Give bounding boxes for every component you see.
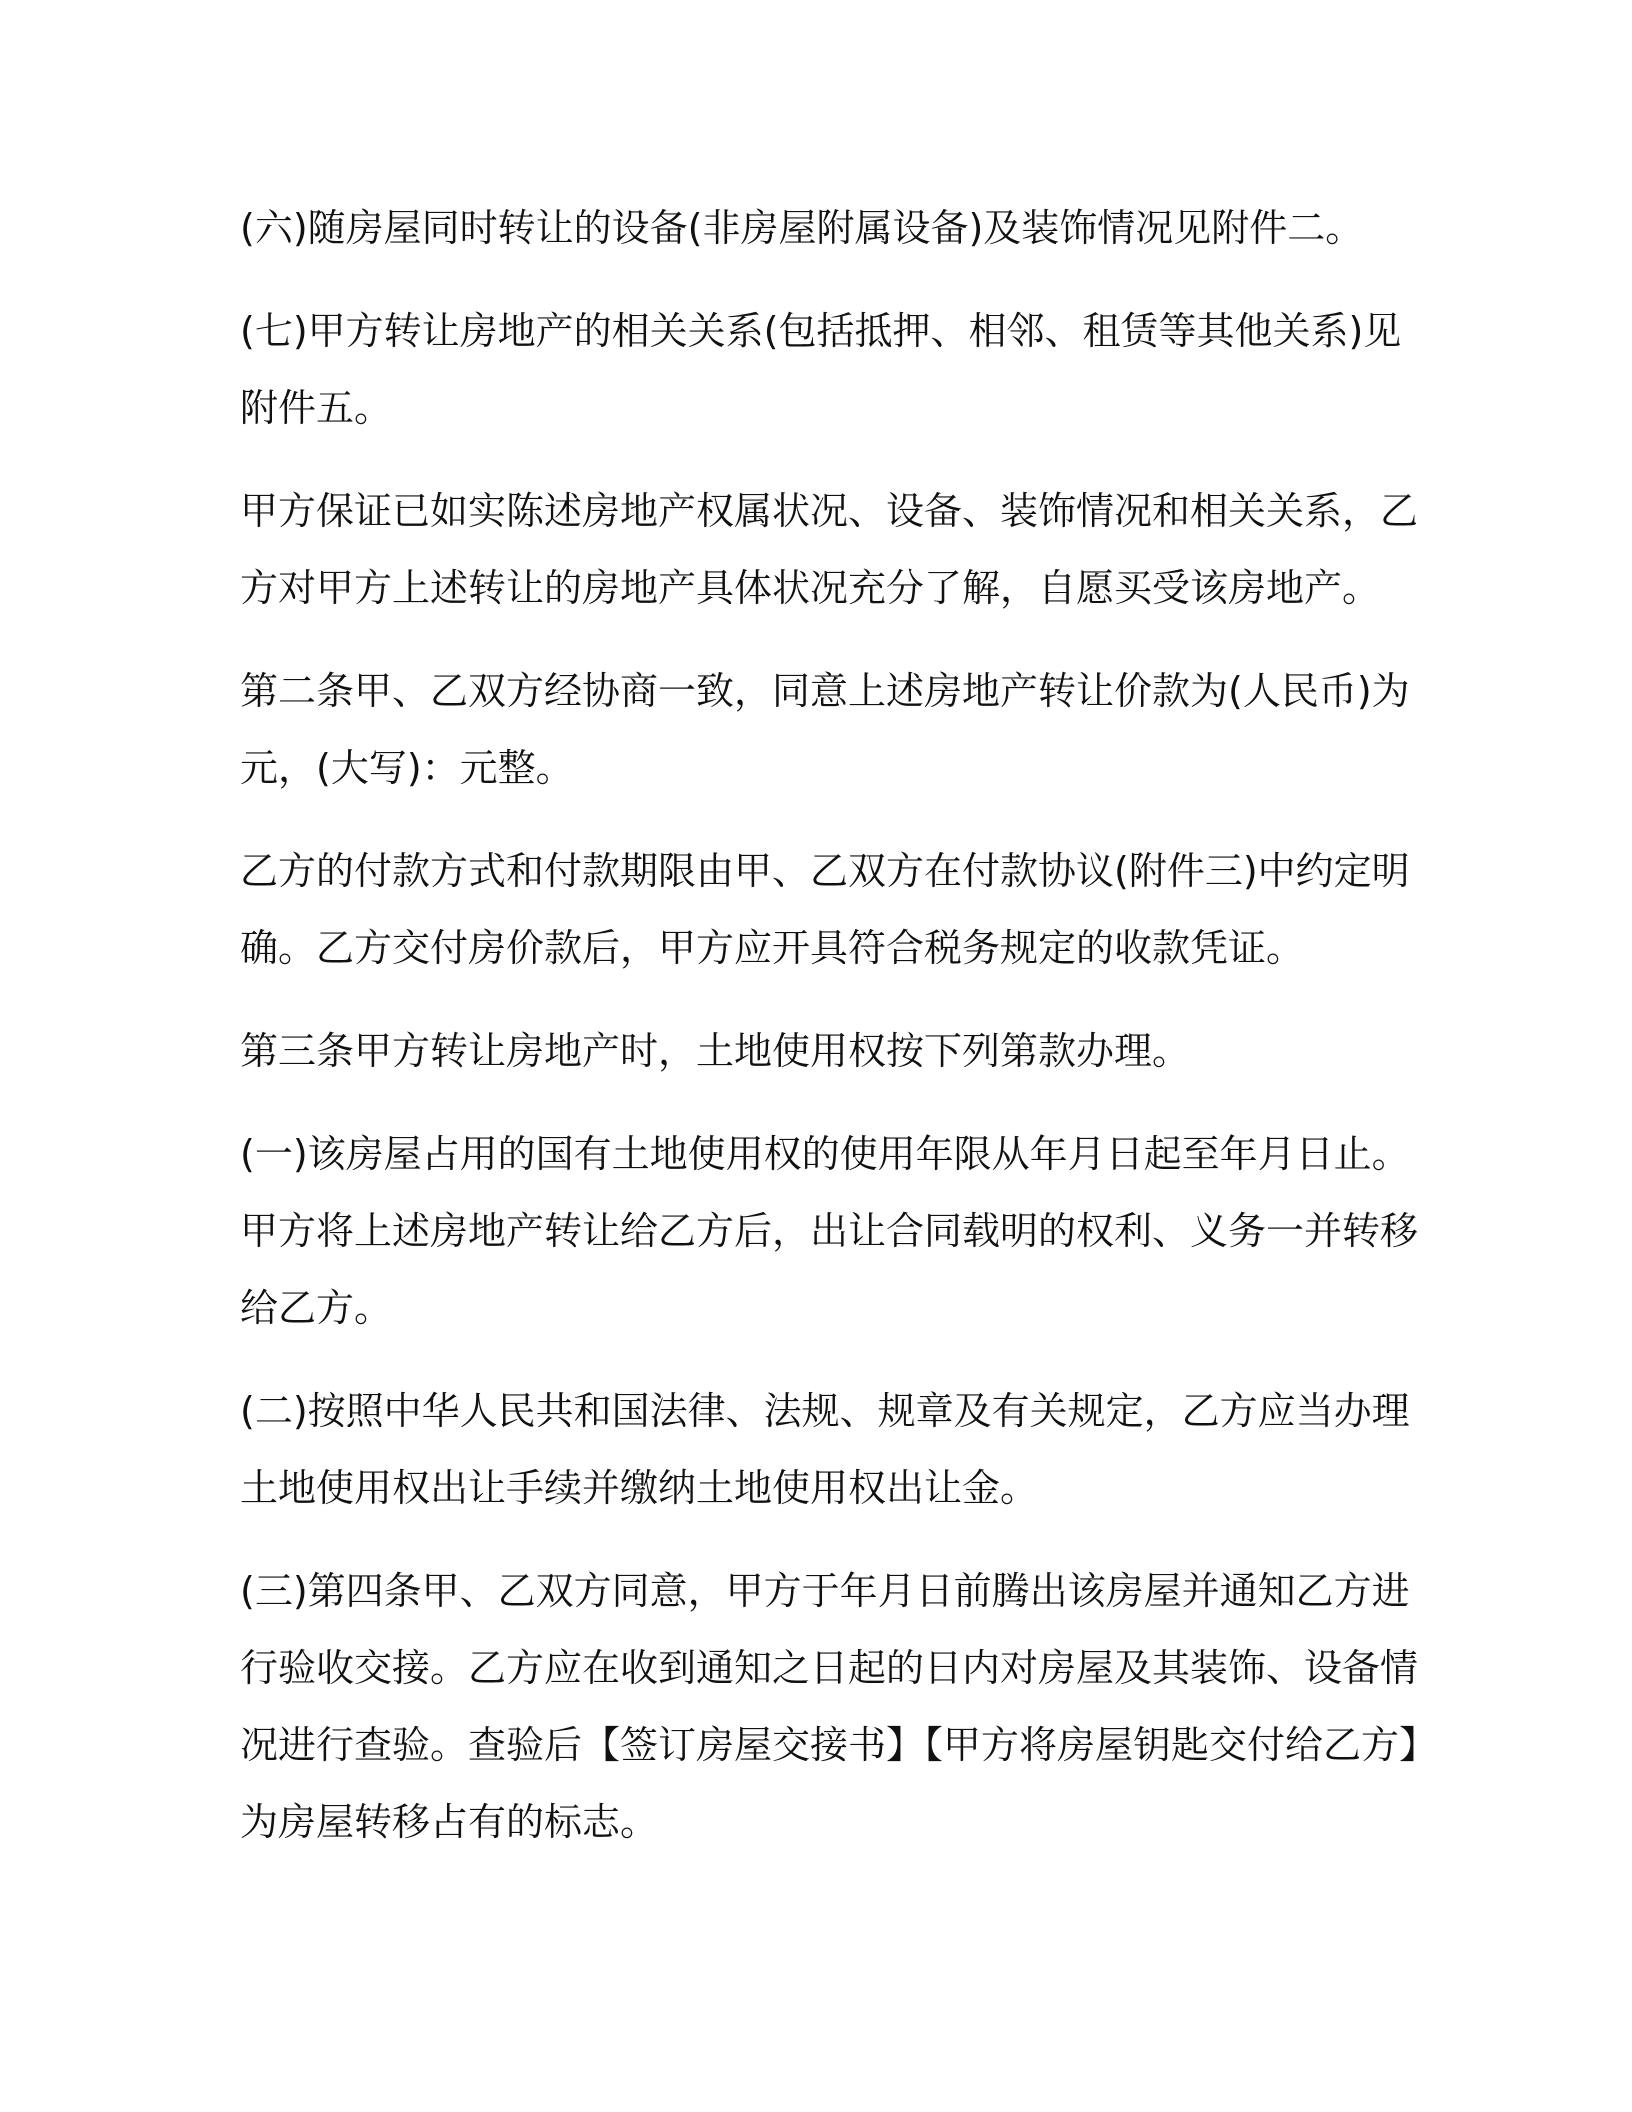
paragraph-land-use-term: (一)该房屋占用的国有土地使用权的使用年限从年月日起至年月日止。甲方将上述房地产转让给乙方后，出让合同载明的权利、义务一并转移给乙方。 [240,1132,1419,1330]
paragraph-related-relations: (七)甲方转让房地产的相关关系(包括抵押、相邻、租赁等其他关系)见附件五。 [240,309,1402,430]
paragraph-land-use-procedures: (二)按照中华人民共和国法律、法规、规章及有关规定，乙方应当办理土地使用权出让手续并缴纳土地使用权出让金。 [240,1389,1410,1510]
paragraph-article-4-handover: (三)第四条甲、乙双方同意，甲方于年月日前腾出该房屋并通知乙方进行验收交接。乙方应在收到通知之日起的日内对房屋及其装饰、设备情况进行查验。查验后【签订房屋交接书】【甲方将房屋钥匙交付给乙方】为房屋转移占有的标志。 [240,1569,1419,1844]
paragraph-equipment-decoration: (六)随房屋同时转让的设备(非房屋附属设备)及装饰情况见附件二。 [240,206,1364,250]
paragraph-article-3-land-use: 第三条甲方转让房地产时，土地使用权按下列第款办理。 [240,1029,1191,1073]
document-body [240,190,1420,1887]
paragraph-article-2-price: 第二条甲、乙双方经协商一致，同意上述房地产转让价款为(人民币)为元，(大写)：元整。 [240,669,1410,790]
paragraph-payment-method: 乙方的付款方式和付款期限由甲、乙双方在付款协议(附件三)中约定明确。乙方交付房价款后，甲方应开具符合税务规定的收款凭证。 [240,849,1410,970]
paragraph-seller-guarantee: 甲方保证已如实陈述房地产权属状况、设备、装饰情况和相关关系，乙方对甲方上述转让的房地产具体状况充分了解，自愿买受该房地产。 [240,489,1419,610]
